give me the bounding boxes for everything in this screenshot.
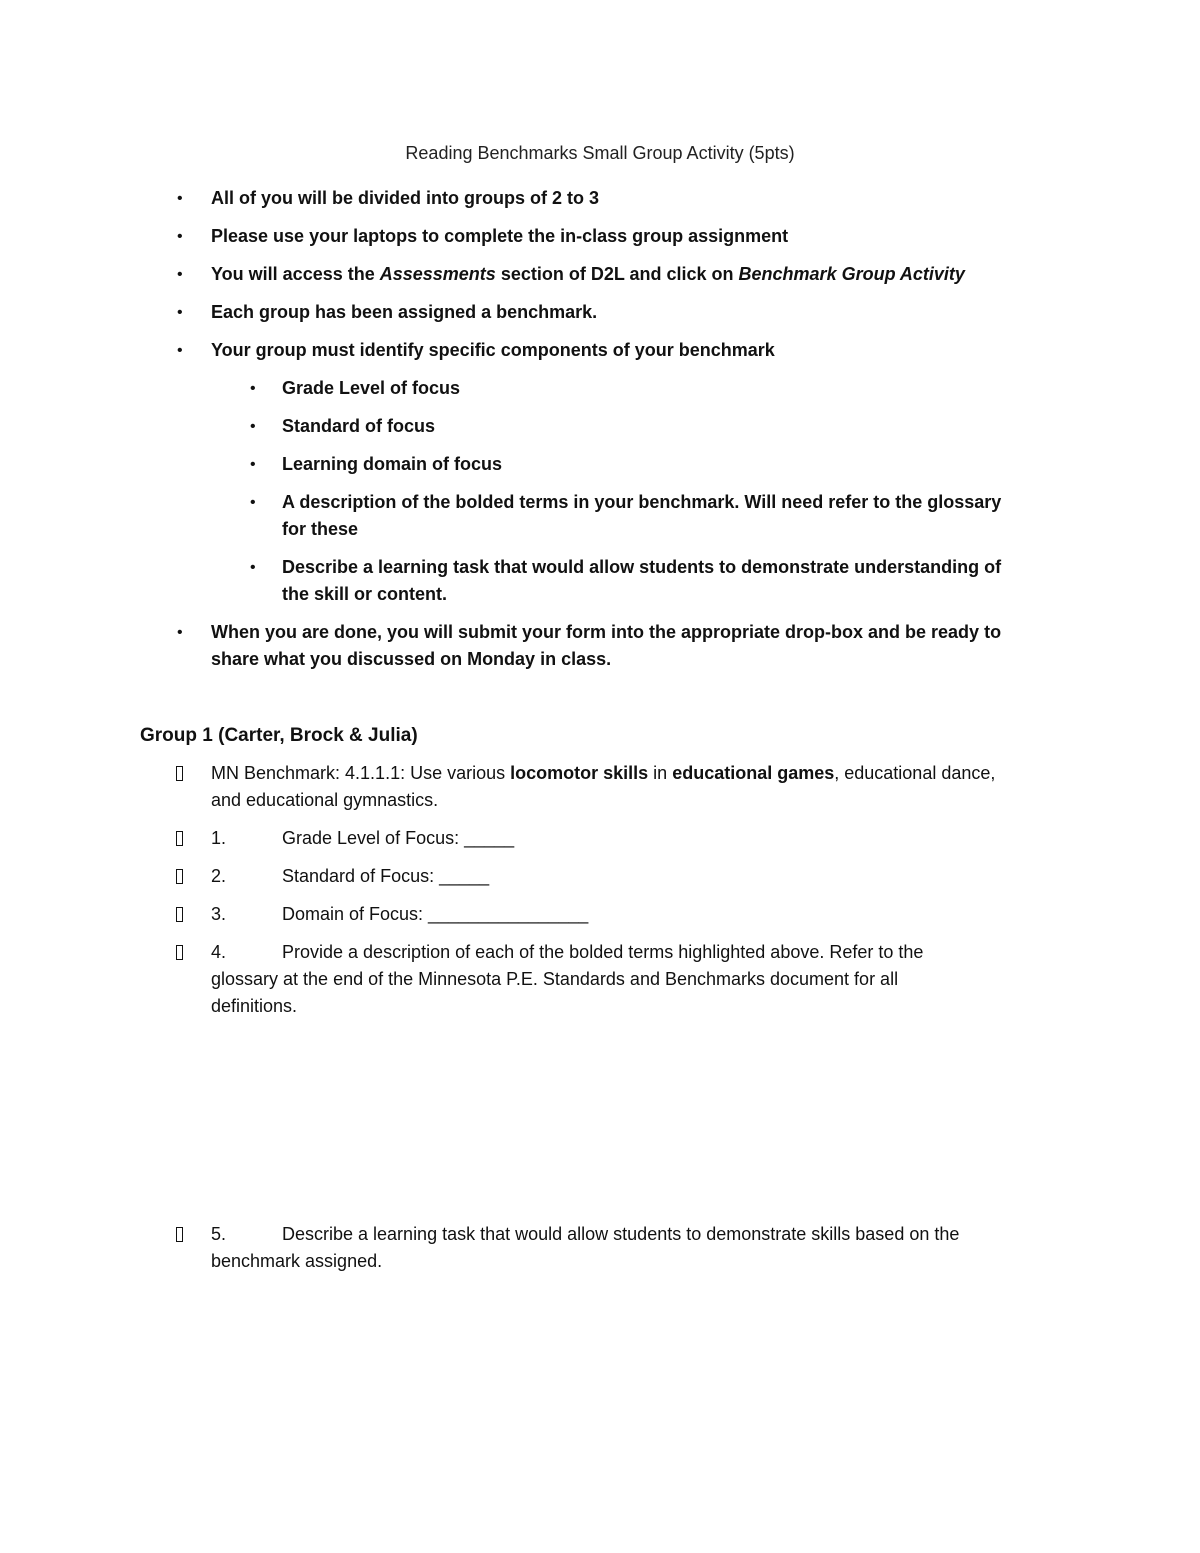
question-text: Provide a description of each of the bolded terms highlighted above. Refer to the	[282, 942, 924, 962]
question-number: 3.	[211, 904, 227, 924]
instruction-item: When you are done, you will submit your form into the appropriate drop-box and be ready to	[211, 622, 1002, 642]
instruction-item-continued: share what you discussed on Monday in class.	[211, 649, 612, 669]
question-grade-level	[211, 825, 514, 852]
instruction-item: Your group must identify specific components of your benchmark	[211, 340, 775, 360]
group-heading: Group 1 (Carter, Brock & Julia)	[140, 725, 418, 746]
sub-item: A description of the bolded terms in your benchmark. Will need refer to the glossary	[282, 492, 1002, 512]
bullet-icon: •	[177, 190, 183, 207]
question-learning-task-continued: benchmark assigned.	[211, 1251, 383, 1271]
benchmark-activity-emphasis: Benchmark Group Activity	[738, 264, 965, 284]
sub-item: Standard of focus	[282, 416, 436, 436]
question-domain	[211, 901, 588, 928]
bold-term-educational-games: educational games	[672, 763, 835, 783]
bullet-icon: •	[250, 380, 256, 397]
question-learning-task	[211, 1221, 959, 1248]
missing-glyph-bullet-icon	[176, 1227, 183, 1242]
assessments-emphasis: Assessments	[379, 264, 496, 284]
question-number: 5.	[211, 1224, 227, 1244]
question-bolded-terms	[211, 939, 923, 966]
question-text: Domain of Focus: ________________	[282, 904, 589, 924]
instruction-item	[211, 261, 965, 288]
instruction-text: You will access the	[211, 264, 380, 284]
bullet-icon: •	[177, 342, 183, 359]
question-bolded-terms-continued: glossary at the end of the Minnesota P.E. Standards and Benchmarks document for all	[211, 969, 899, 989]
sub-item: Learning domain of focus	[282, 454, 503, 474]
missing-glyph-bullet-icon	[176, 869, 183, 884]
page-title: Reading Benchmarks Small Group Activity (5pts)	[405, 143, 795, 163]
instruction-item: Each group has been assigned a benchmark.	[211, 302, 598, 322]
instruction-item: Please use your laptops to complete the in-class group assignment	[211, 226, 789, 246]
sub-item-continued: for these	[282, 519, 359, 539]
bullet-icon: •	[250, 494, 256, 511]
benchmark-text: , educational dance,	[834, 763, 996, 783]
benchmark-statement-continued: and educational gymnastics.	[211, 790, 439, 810]
bold-term-locomotor: locomotor skills	[510, 763, 649, 783]
question-number: 4.	[211, 942, 227, 962]
question-number: 1.	[211, 828, 227, 848]
question-text: Describe a learning task that would allow students to demonstrate skills based on the	[282, 1224, 960, 1244]
missing-glyph-bullet-icon	[176, 907, 183, 922]
benchmark-text: MN Benchmark: 4.1.1.1: Use various	[211, 763, 511, 783]
bullet-icon: •	[177, 228, 183, 245]
instruction-text: section of D2L and click on	[495, 264, 739, 284]
missing-glyph-bullet-icon	[176, 945, 183, 960]
bullet-icon: •	[177, 266, 183, 283]
question-text: Standard of Focus: _____	[282, 866, 490, 886]
bullet-icon: •	[177, 304, 183, 321]
missing-glyph-bullet-icon	[176, 831, 183, 846]
instruction-item: All of you will be divided into groups of 2 to 3	[211, 188, 600, 208]
question-bolded-terms-continued: definitions.	[211, 996, 298, 1016]
question-standard	[211, 863, 489, 890]
missing-glyph-bullet-icon	[176, 766, 183, 781]
benchmark-statement	[211, 760, 995, 787]
bullet-icon: •	[250, 456, 256, 473]
question-number: 2.	[211, 866, 227, 886]
bullet-icon: •	[250, 418, 256, 435]
sub-item-continued: the skill or content.	[282, 584, 448, 604]
sub-item: Describe a learning task that would allow students to demonstrate understanding of	[282, 557, 1002, 577]
bullet-icon: •	[177, 624, 183, 641]
sub-item: Grade Level of focus	[282, 378, 461, 398]
bullet-icon: •	[250, 559, 256, 576]
benchmark-text: in	[648, 763, 673, 783]
question-text: Grade Level of Focus: _____	[282, 828, 515, 848]
